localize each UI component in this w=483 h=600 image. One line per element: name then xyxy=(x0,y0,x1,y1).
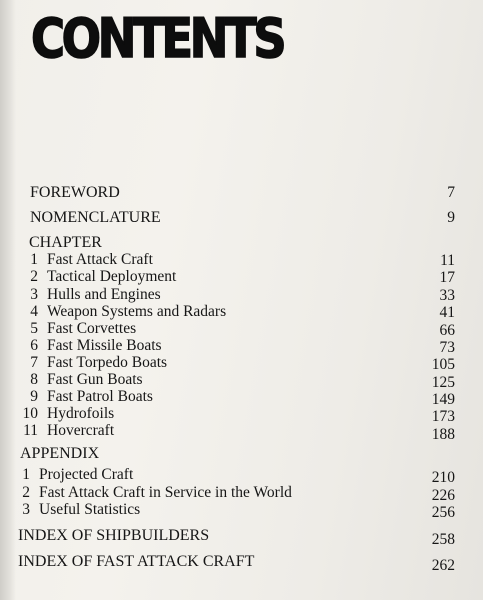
chapter-number: 5 xyxy=(30,320,38,337)
chapter-number: 7 xyxy=(30,354,38,371)
chapter-number: 11 xyxy=(23,422,38,439)
chapter-page: 66 xyxy=(439,322,455,339)
chapter-entry xyxy=(18,388,153,406)
chapter-number: 8 xyxy=(30,371,38,388)
toc-appendix-heading: APPENDIX xyxy=(20,445,100,462)
page-title: CONTENTS xyxy=(31,7,284,70)
appendix-page: 226 xyxy=(431,487,455,504)
chapter-number: 4 xyxy=(30,303,38,320)
appendix-title: Useful Statistics xyxy=(39,501,141,518)
toc-index-craft-label: INDEX OF FAST ATTACK CRAFT xyxy=(18,553,255,570)
chapter-page: 188 xyxy=(431,426,455,443)
appendix-page: 210 xyxy=(431,469,455,486)
toc-index-craft-page: 262 xyxy=(431,557,455,574)
appendix-title: Projected Craft xyxy=(39,466,134,483)
appendix-page: 256 xyxy=(431,504,455,521)
toc-chapter-heading: CHAPTER xyxy=(29,234,102,251)
chapter-title: Fast Gun Boats xyxy=(47,371,143,388)
chapter-title: Tactical Deployment xyxy=(47,268,177,285)
chapter-title: Fast Attack Craft xyxy=(47,251,153,268)
chapter-title: Fast Torpedo Boats xyxy=(47,354,168,371)
appendix-entry xyxy=(10,501,140,519)
chapter-entry xyxy=(18,371,143,389)
chapter-entry xyxy=(18,320,136,338)
appendix-number: 2 xyxy=(22,484,30,501)
chapter-page: 11 xyxy=(440,252,455,269)
chapter-entry xyxy=(18,337,162,355)
chapter-number: 2 xyxy=(30,268,38,285)
chapter-entry xyxy=(18,422,114,440)
chapter-number: 1 xyxy=(30,251,38,268)
appendix-entry xyxy=(10,484,292,502)
chapter-entry xyxy=(18,286,161,304)
appendix-title: Fast Attack Craft in Service in the World xyxy=(39,484,292,501)
chapter-number: 6 xyxy=(30,337,38,354)
toc-index-shipbuilders-page: 258 xyxy=(431,531,455,548)
toc-foreword-page: 7 xyxy=(447,184,455,201)
chapter-entry xyxy=(18,251,153,269)
chapter-title: Weapon Systems and Radars xyxy=(47,303,227,320)
toc-index-shipbuilders-label: INDEX OF SHIPBUILDERS xyxy=(18,527,210,544)
chapter-title: Fast Patrol Boats xyxy=(47,388,153,405)
chapter-number: 10 xyxy=(22,405,38,422)
chapter-page: 41 xyxy=(439,304,455,321)
chapter-title: Hydrofoils xyxy=(47,405,115,422)
chapter-page: 17 xyxy=(439,269,455,286)
toc-nomenclature-page: 9 xyxy=(447,209,455,226)
chapter-page: 73 xyxy=(439,339,455,356)
chapter-entry xyxy=(18,268,176,286)
chapter-number: 9 xyxy=(30,388,38,405)
chapter-entry xyxy=(18,405,114,423)
appendix-number: 1 xyxy=(22,466,30,483)
appendix-entry xyxy=(10,466,133,484)
toc-foreword-label: FOREWORD xyxy=(30,184,120,201)
chapter-page: 173 xyxy=(431,408,455,425)
chapter-title: Fast Corvettes xyxy=(47,320,137,337)
chapter-page: 105 xyxy=(431,356,455,373)
chapter-entry xyxy=(18,303,226,321)
chapter-title: Hulls and Engines xyxy=(47,286,161,303)
toc-nomenclature-label: NOMENCLATURE xyxy=(30,209,161,226)
chapter-title: Fast Missile Boats xyxy=(47,337,162,354)
chapter-page: 125 xyxy=(431,374,455,391)
chapter-entry xyxy=(18,354,167,372)
chapter-title: Hovercraft xyxy=(47,422,115,439)
chapter-page: 33 xyxy=(439,287,455,304)
appendix-number: 3 xyxy=(22,501,30,518)
chapter-page: 149 xyxy=(431,391,455,408)
chapter-number: 3 xyxy=(30,286,38,303)
